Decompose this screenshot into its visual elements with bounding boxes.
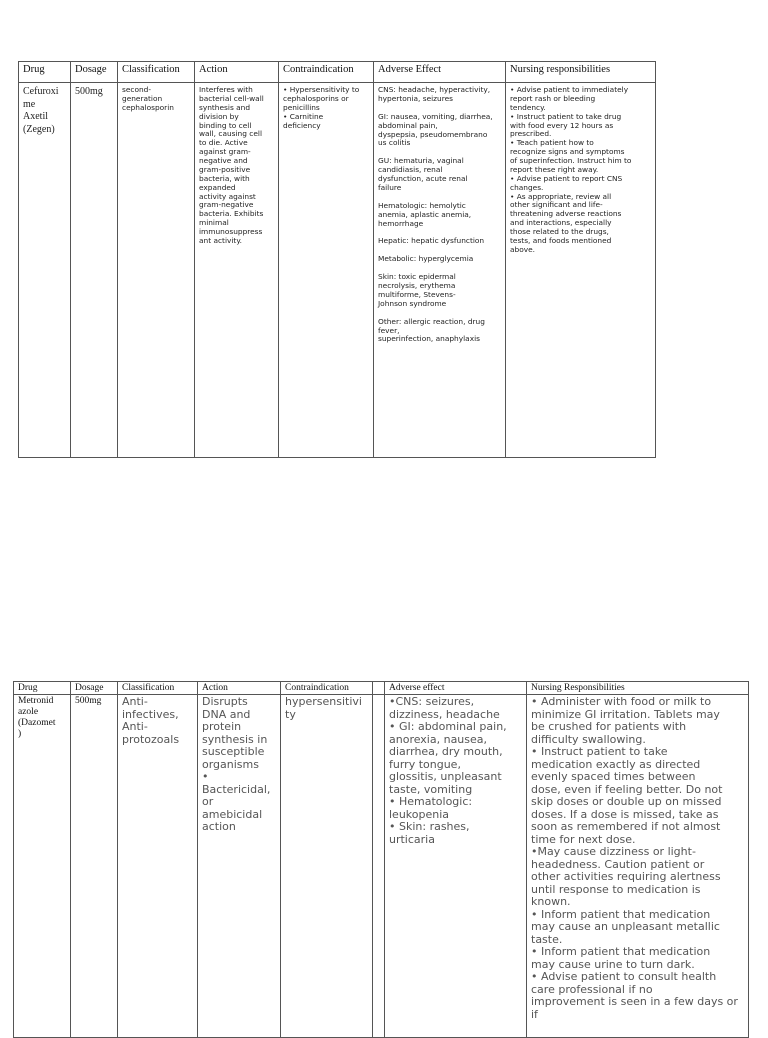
adverse-cns: CNS: headache, hyperactivity, hypertonia, seizures (378, 85, 491, 103)
header-contraindication: Contraindication (279, 62, 374, 83)
header-action: Action (198, 682, 281, 695)
adverse-other: Other: allergic reaction, drug fever, superinfection, anaphylaxis (378, 316, 485, 344)
drug-name: Metronid azole (Dazomet ) (14, 695, 71, 1038)
drug-adverse-effects (374, 83, 506, 458)
header-classification: Classification (118, 682, 198, 695)
table-header-row (19, 62, 656, 83)
spacer-cell (373, 695, 385, 1038)
header-adverse-effect: Adverse effect (385, 682, 527, 695)
header-nursing-responsibilities: Nursing responsibilities (506, 62, 656, 83)
drug-classification: second- generation cephalosporin (118, 83, 195, 458)
drug-adverse-effects: •CNS: seizures, dizziness, headache • GI: abdominal pain, anorexia, nausea, diarrhea, dry mouth, furry tongue, glossitis, unpleasant taste, vomiting • Hematologic: leukopenia • Skin: rashes, urticaria (385, 695, 527, 1038)
drug-contraindication: hypersensitivi ty (281, 695, 373, 1038)
header-dosage: Dosage (71, 62, 118, 83)
header-nursing-responsibilities: Nursing Responsibilities (527, 682, 749, 695)
table-row (14, 695, 749, 1038)
drug-contraindication: • Hypersensitivity to cephalosporins or penicillins • Carnitine deficiency (279, 83, 374, 458)
table-row (19, 83, 656, 458)
drug-action: Disrupts DNA and protein synthesis in susceptible organisms • Bactericidal, or amebicidal action (198, 695, 281, 1038)
drug-name: Cefuroxi me Axetil (Zegen) (19, 83, 71, 458)
header-spacer (373, 682, 385, 695)
header-action: Action (195, 62, 279, 83)
table-header-row (14, 682, 749, 695)
header-contraindication: Contraindication (281, 682, 373, 695)
drug-nursing-responsibilities: • Advise patient to immediately report rash or bleeding tendency. • Instruct patient to take drug with food every 12 hours as prescribed. • Teach patient how to recognize signs and symptoms of superinfection. Instruct him to report these right away. • Advise patient to report CNS changes. • As appropriate, review all other significant and life- threatening adverse reactions and interactions, especially those related to the drugs, tests, and foods mentioned above. (506, 83, 656, 458)
header-classification: Classification (118, 62, 195, 83)
header-dosage: Dosage (71, 682, 118, 695)
adverse-metabolic: Metabolic: hyperglycemia (378, 254, 474, 264)
header-drug: Drug (14, 682, 71, 695)
adverse-hepatic: Hepatic: hepatic dysfunction (378, 236, 485, 246)
adverse-gu: GU: hematuria, vaginal candidiasis, renal dysfunction, acute renal failure (378, 156, 468, 192)
header-drug: Drug (19, 62, 71, 83)
drug-action: Interferes with bacterial cell-wall synthesis and division by binding to cell wall, causing cell to die. Active against gram- negative and gram-positive bacteria, with expanded activity against gram-negative bacteria. Exhibits minimal immunosuppress ant activity. (195, 83, 279, 458)
adverse-skin: Skin: toxic epidermal necrolysis, erythema multiforme, Stevens- Johnson syndrome (378, 272, 456, 308)
drug-dosage: 500mg (71, 83, 118, 458)
drug-table-cefuroxime (18, 61, 656, 458)
drug-nursing-responsibilities: • Administer with food or milk to minimize GI irritation. Tablets may be crushed for patients with difficulty swallowing. • Instruct patient to take medication exactly as directed evenly spaced times between dose, even if feeling better. Do not skip doses or double up on missed doses. If a dose is missed, take as soon as remembered if not almost time for next dose. •May cause dizziness or light- headedness. Caution patient or other activities requiring alertness until response to medication is known. • Inform patient that medication may cause an unpleasant metallic taste. • Inform patient that medication may cause urine to turn dark. • Advise patient to consult health care professional if no improvement is seen in a few days or if (527, 695, 749, 1038)
adverse-hematologic: Hematologic: hemolytic anemia, aplastic anemia, hemorrhage (378, 200, 472, 228)
drug-table-metronidazole (13, 681, 749, 1038)
header-adverse-effect: Adverse Effect (374, 62, 506, 83)
adverse-gi: GI: nausea, vomiting, diarrhea, abdominal pain, dyspepsia, pseudomembrano us colitis (378, 111, 493, 148)
drug-classification: Anti- infectives, Anti- protozoals (118, 695, 198, 1038)
drug-dosage: 500mg (71, 695, 118, 1038)
